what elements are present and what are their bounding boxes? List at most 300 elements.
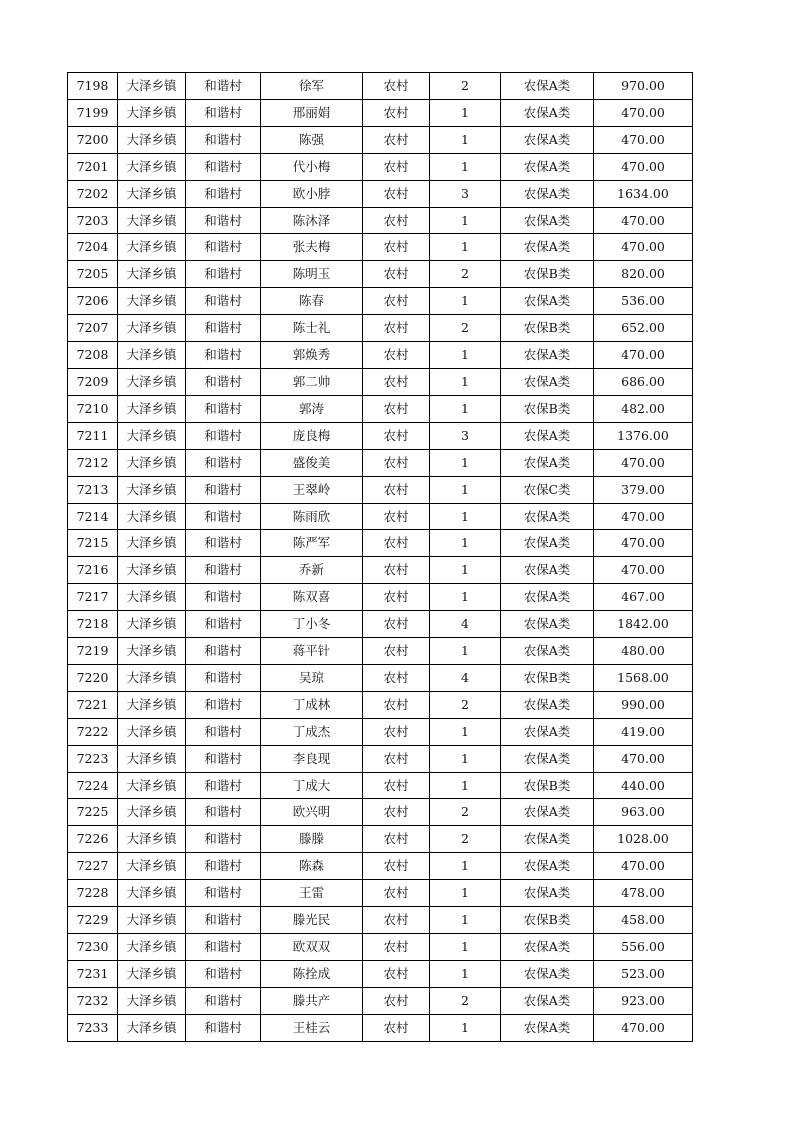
person-count-cell: 1 <box>430 395 501 422</box>
household-type-cell: 农村 <box>363 530 430 557</box>
name-cell: 陈明玉 <box>261 261 363 288</box>
table-row <box>68 934 693 961</box>
amount-cell: 470.00 <box>594 557 693 584</box>
name-cell: 欧小脖 <box>261 180 363 207</box>
category-cell: 农保B类 <box>501 315 594 342</box>
table-row <box>68 772 693 799</box>
town-cell: 大泽乡镇 <box>118 799 186 826</box>
name-cell: 欧双双 <box>261 934 363 961</box>
row-id-cell: 7232 <box>68 987 118 1014</box>
town-cell: 大泽乡镇 <box>118 99 186 126</box>
household-type-cell: 农村 <box>363 557 430 584</box>
name-cell: 陈森 <box>261 853 363 880</box>
category-cell: 农保A类 <box>501 584 594 611</box>
name-cell: 欧兴明 <box>261 799 363 826</box>
person-count-cell: 1 <box>430 234 501 261</box>
household-type-cell: 农村 <box>363 73 430 100</box>
village-cell: 和谐村 <box>186 126 261 153</box>
category-cell: 农保A类 <box>501 987 594 1014</box>
amount-cell: 556.00 <box>594 934 693 961</box>
category-cell: 农保A类 <box>501 880 594 907</box>
table-row <box>68 1014 693 1041</box>
household-type-cell: 农村 <box>363 611 430 638</box>
person-count-cell: 1 <box>430 126 501 153</box>
town-cell: 大泽乡镇 <box>118 1014 186 1041</box>
village-cell: 和谐村 <box>186 934 261 961</box>
name-cell: 王桂云 <box>261 1014 363 1041</box>
household-type-cell: 农村 <box>363 826 430 853</box>
town-cell: 大泽乡镇 <box>118 853 186 880</box>
town-cell: 大泽乡镇 <box>118 315 186 342</box>
household-type-cell: 农村 <box>363 342 430 369</box>
table-row <box>68 449 693 476</box>
village-cell: 和谐村 <box>186 180 261 207</box>
village-cell: 和谐村 <box>186 638 261 665</box>
category-cell: 农保A类 <box>501 153 594 180</box>
table-row <box>68 261 693 288</box>
person-count-cell: 1 <box>430 960 501 987</box>
town-cell: 大泽乡镇 <box>118 584 186 611</box>
table-row <box>68 153 693 180</box>
person-count-cell: 1 <box>430 530 501 557</box>
person-count-cell: 1 <box>430 745 501 772</box>
category-cell: 农保A类 <box>501 530 594 557</box>
person-count-cell: 2 <box>430 987 501 1014</box>
row-id-cell: 7228 <box>68 880 118 907</box>
amount-cell: 470.00 <box>594 234 693 261</box>
household-type-cell: 农村 <box>363 503 430 530</box>
amount-cell: 990.00 <box>594 691 693 718</box>
household-type-cell: 农村 <box>363 907 430 934</box>
town-cell: 大泽乡镇 <box>118 934 186 961</box>
amount-cell: 440.00 <box>594 772 693 799</box>
table-row <box>68 557 693 584</box>
row-id-cell: 7211 <box>68 422 118 449</box>
row-id-cell: 7231 <box>68 960 118 987</box>
table-row <box>68 503 693 530</box>
amount-cell: 652.00 <box>594 315 693 342</box>
person-count-cell: 1 <box>430 99 501 126</box>
category-cell: 农保A类 <box>501 422 594 449</box>
person-count-cell: 1 <box>430 718 501 745</box>
row-id-cell: 7200 <box>68 126 118 153</box>
table-row <box>68 234 693 261</box>
household-type-cell: 农村 <box>363 315 430 342</box>
name-cell: 陈士礼 <box>261 315 363 342</box>
person-count-cell: 1 <box>430 503 501 530</box>
table-row <box>68 530 693 557</box>
village-cell: 和谐村 <box>186 799 261 826</box>
name-cell: 吴琼 <box>261 664 363 691</box>
name-cell: 滕光民 <box>261 907 363 934</box>
village-cell: 和谐村 <box>186 987 261 1014</box>
category-cell: 农保C类 <box>501 476 594 503</box>
person-count-cell: 1 <box>430 476 501 503</box>
town-cell: 大泽乡镇 <box>118 530 186 557</box>
village-cell: 和谐村 <box>186 99 261 126</box>
person-count-cell: 1 <box>430 638 501 665</box>
household-type-cell: 农村 <box>363 126 430 153</box>
household-type-cell: 农村 <box>363 99 430 126</box>
amount-cell: 970.00 <box>594 73 693 100</box>
amount-cell: 963.00 <box>594 799 693 826</box>
household-type-cell: 农村 <box>363 180 430 207</box>
name-cell: 郭焕秀 <box>261 342 363 369</box>
name-cell: 王翠岭 <box>261 476 363 503</box>
town-cell: 大泽乡镇 <box>118 261 186 288</box>
row-id-cell: 7222 <box>68 718 118 745</box>
household-type-cell: 农村 <box>363 234 430 261</box>
village-cell: 和谐村 <box>186 584 261 611</box>
table-row <box>68 826 693 853</box>
household-type-cell: 农村 <box>363 745 430 772</box>
name-cell: 乔新 <box>261 557 363 584</box>
town-cell: 大泽乡镇 <box>118 73 186 100</box>
amount-cell: 470.00 <box>594 530 693 557</box>
category-cell: 农保B类 <box>501 907 594 934</box>
table-row <box>68 207 693 234</box>
row-id-cell: 7216 <box>68 557 118 584</box>
row-id-cell: 7221 <box>68 691 118 718</box>
category-cell: 农保B类 <box>501 395 594 422</box>
household-type-cell: 农村 <box>363 422 430 449</box>
town-cell: 大泽乡镇 <box>118 234 186 261</box>
person-count-cell: 1 <box>430 342 501 369</box>
row-id-cell: 7229 <box>68 907 118 934</box>
row-id-cell: 7220 <box>68 664 118 691</box>
person-count-cell: 3 <box>430 422 501 449</box>
amount-cell: 923.00 <box>594 987 693 1014</box>
person-count-cell: 1 <box>430 584 501 611</box>
village-cell: 和谐村 <box>186 853 261 880</box>
name-cell: 郭涛 <box>261 395 363 422</box>
table-row <box>68 960 693 987</box>
category-cell: 农保A类 <box>501 449 594 476</box>
category-cell: 农保A类 <box>501 126 594 153</box>
town-cell: 大泽乡镇 <box>118 826 186 853</box>
row-id-cell: 7230 <box>68 934 118 961</box>
household-type-cell: 农村 <box>363 207 430 234</box>
household-type-cell: 农村 <box>363 638 430 665</box>
name-cell: 丁小冬 <box>261 611 363 638</box>
village-cell: 和谐村 <box>186 772 261 799</box>
town-cell: 大泽乡镇 <box>118 422 186 449</box>
town-cell: 大泽乡镇 <box>118 395 186 422</box>
town-cell: 大泽乡镇 <box>118 745 186 772</box>
row-id-cell: 7198 <box>68 73 118 100</box>
village-cell: 和谐村 <box>186 718 261 745</box>
village-cell: 和谐村 <box>186 907 261 934</box>
name-cell: 陈沐泽 <box>261 207 363 234</box>
amount-cell: 379.00 <box>594 476 693 503</box>
town-cell: 大泽乡镇 <box>118 126 186 153</box>
category-cell: 农保A类 <box>501 853 594 880</box>
village-cell: 和谐村 <box>186 664 261 691</box>
name-cell: 陈拴成 <box>261 960 363 987</box>
category-cell: 农保B类 <box>501 772 594 799</box>
amount-cell: 470.00 <box>594 503 693 530</box>
table-row <box>68 126 693 153</box>
amount-cell: 467.00 <box>594 584 693 611</box>
household-type-cell: 农村 <box>363 288 430 315</box>
category-cell: 农保A类 <box>501 691 594 718</box>
amount-cell: 536.00 <box>594 288 693 315</box>
town-cell: 大泽乡镇 <box>118 288 186 315</box>
amount-cell: 523.00 <box>594 960 693 987</box>
amount-cell: 1634.00 <box>594 180 693 207</box>
table-row <box>68 73 693 100</box>
person-count-cell: 1 <box>430 1014 501 1041</box>
person-count-cell: 1 <box>430 853 501 880</box>
roster-table <box>67 72 693 1042</box>
household-type-cell: 农村 <box>363 368 430 395</box>
row-id-cell: 7223 <box>68 745 118 772</box>
name-cell: 代小梅 <box>261 153 363 180</box>
amount-cell: 478.00 <box>594 880 693 907</box>
household-type-cell: 农村 <box>363 664 430 691</box>
town-cell: 大泽乡镇 <box>118 691 186 718</box>
town-cell: 大泽乡镇 <box>118 503 186 530</box>
amount-cell: 470.00 <box>594 153 693 180</box>
village-cell: 和谐村 <box>186 880 261 907</box>
table-row <box>68 422 693 449</box>
row-id-cell: 7213 <box>68 476 118 503</box>
person-count-cell: 1 <box>430 880 501 907</box>
amount-cell: 1376.00 <box>594 422 693 449</box>
row-id-cell: 7210 <box>68 395 118 422</box>
table-row <box>68 315 693 342</box>
household-type-cell: 农村 <box>363 987 430 1014</box>
village-cell: 和谐村 <box>186 153 261 180</box>
row-id-cell: 7224 <box>68 772 118 799</box>
household-type-cell: 农村 <box>363 395 430 422</box>
person-count-cell: 3 <box>430 180 501 207</box>
table-row <box>68 718 693 745</box>
village-cell: 和谐村 <box>186 691 261 718</box>
village-cell: 和谐村 <box>186 530 261 557</box>
household-type-cell: 农村 <box>363 772 430 799</box>
table-row <box>68 907 693 934</box>
person-count-cell: 1 <box>430 207 501 234</box>
name-cell: 庞良梅 <box>261 422 363 449</box>
household-type-cell: 农村 <box>363 880 430 907</box>
person-count-cell: 4 <box>430 664 501 691</box>
category-cell: 农保A类 <box>501 99 594 126</box>
amount-cell: 1568.00 <box>594 664 693 691</box>
name-cell: 郭二帅 <box>261 368 363 395</box>
town-cell: 大泽乡镇 <box>118 960 186 987</box>
table-row <box>68 395 693 422</box>
town-cell: 大泽乡镇 <box>118 718 186 745</box>
row-id-cell: 7206 <box>68 288 118 315</box>
category-cell: 农保A类 <box>501 799 594 826</box>
row-id-cell: 7233 <box>68 1014 118 1041</box>
category-cell: 农保A类 <box>501 1014 594 1041</box>
category-cell: 农保A类 <box>501 557 594 584</box>
village-cell: 和谐村 <box>186 476 261 503</box>
household-type-cell: 农村 <box>363 718 430 745</box>
row-id-cell: 7227 <box>68 853 118 880</box>
person-count-cell: 2 <box>430 826 501 853</box>
village-cell: 和谐村 <box>186 234 261 261</box>
category-cell: 农保A类 <box>501 638 594 665</box>
person-count-cell: 2 <box>430 691 501 718</box>
category-cell: 农保A类 <box>501 745 594 772</box>
category-cell: 农保A类 <box>501 180 594 207</box>
name-cell: 张夫梅 <box>261 234 363 261</box>
row-id-cell: 7219 <box>68 638 118 665</box>
name-cell: 陈严军 <box>261 530 363 557</box>
town-cell: 大泽乡镇 <box>118 342 186 369</box>
category-cell: 农保A类 <box>501 73 594 100</box>
table-row <box>68 476 693 503</box>
table-row <box>68 611 693 638</box>
table-row <box>68 584 693 611</box>
amount-cell: 686.00 <box>594 368 693 395</box>
row-id-cell: 7201 <box>68 153 118 180</box>
village-cell: 和谐村 <box>186 261 261 288</box>
amount-cell: 470.00 <box>594 449 693 476</box>
name-cell: 王雷 <box>261 880 363 907</box>
category-cell: 农保A类 <box>501 503 594 530</box>
village-cell: 和谐村 <box>186 826 261 853</box>
name-cell: 蒋平针 <box>261 638 363 665</box>
town-cell: 大泽乡镇 <box>118 153 186 180</box>
amount-cell: 470.00 <box>594 207 693 234</box>
person-count-cell: 1 <box>430 772 501 799</box>
amount-cell: 820.00 <box>594 261 693 288</box>
household-type-cell: 农村 <box>363 1014 430 1041</box>
table-row <box>68 745 693 772</box>
town-cell: 大泽乡镇 <box>118 880 186 907</box>
person-count-cell: 1 <box>430 934 501 961</box>
row-id-cell: 7225 <box>68 799 118 826</box>
village-cell: 和谐村 <box>186 288 261 315</box>
village-cell: 和谐村 <box>186 207 261 234</box>
name-cell: 盛俊美 <box>261 449 363 476</box>
village-cell: 和谐村 <box>186 422 261 449</box>
category-cell: 农保A类 <box>501 288 594 315</box>
town-cell: 大泽乡镇 <box>118 207 186 234</box>
person-count-cell: 1 <box>430 288 501 315</box>
category-cell: 农保B类 <box>501 664 594 691</box>
category-cell: 农保A类 <box>501 718 594 745</box>
amount-cell: 482.00 <box>594 395 693 422</box>
household-type-cell: 农村 <box>363 153 430 180</box>
amount-cell: 458.00 <box>594 907 693 934</box>
town-cell: 大泽乡镇 <box>118 638 186 665</box>
amount-cell: 470.00 <box>594 745 693 772</box>
person-count-cell: 2 <box>430 315 501 342</box>
village-cell: 和谐村 <box>186 342 261 369</box>
town-cell: 大泽乡镇 <box>118 476 186 503</box>
amount-cell: 470.00 <box>594 1014 693 1041</box>
person-count-cell: 1 <box>430 368 501 395</box>
village-cell: 和谐村 <box>186 557 261 584</box>
village-cell: 和谐村 <box>186 449 261 476</box>
name-cell: 滕滕 <box>261 826 363 853</box>
row-id-cell: 7199 <box>68 99 118 126</box>
table-row <box>68 691 693 718</box>
category-cell: 农保B类 <box>501 261 594 288</box>
name-cell: 陈雨欣 <box>261 503 363 530</box>
village-cell: 和谐村 <box>186 1014 261 1041</box>
table-row <box>68 99 693 126</box>
village-cell: 和谐村 <box>186 315 261 342</box>
row-id-cell: 7212 <box>68 449 118 476</box>
amount-cell: 470.00 <box>594 126 693 153</box>
category-cell: 农保A类 <box>501 342 594 369</box>
row-id-cell: 7214 <box>68 503 118 530</box>
town-cell: 大泽乡镇 <box>118 449 186 476</box>
village-cell: 和谐村 <box>186 745 261 772</box>
amount-cell: 470.00 <box>594 342 693 369</box>
table-row <box>68 180 693 207</box>
row-id-cell: 7205 <box>68 261 118 288</box>
town-cell: 大泽乡镇 <box>118 664 186 691</box>
household-type-cell: 农村 <box>363 476 430 503</box>
row-id-cell: 7208 <box>68 342 118 369</box>
category-cell: 农保A类 <box>501 234 594 261</box>
row-id-cell: 7215 <box>68 530 118 557</box>
table-row <box>68 288 693 315</box>
village-cell: 和谐村 <box>186 503 261 530</box>
table-row <box>68 987 693 1014</box>
amount-cell: 470.00 <box>594 99 693 126</box>
name-cell: 邢丽娟 <box>261 99 363 126</box>
table-row <box>68 638 693 665</box>
village-cell: 和谐村 <box>186 960 261 987</box>
village-cell: 和谐村 <box>186 73 261 100</box>
name-cell: 李良现 <box>261 745 363 772</box>
amount-cell: 419.00 <box>594 718 693 745</box>
person-count-cell: 2 <box>430 261 501 288</box>
household-type-cell: 农村 <box>363 584 430 611</box>
name-cell: 陈双喜 <box>261 584 363 611</box>
household-type-cell: 农村 <box>363 853 430 880</box>
name-cell: 徐军 <box>261 73 363 100</box>
person-count-cell: 2 <box>430 73 501 100</box>
category-cell: 农保A类 <box>501 826 594 853</box>
name-cell: 丁成大 <box>261 772 363 799</box>
row-id-cell: 7202 <box>68 180 118 207</box>
table-row <box>68 342 693 369</box>
household-type-cell: 农村 <box>363 691 430 718</box>
category-cell: 农保A类 <box>501 934 594 961</box>
village-cell: 和谐村 <box>186 395 261 422</box>
town-cell: 大泽乡镇 <box>118 772 186 799</box>
person-count-cell: 1 <box>430 449 501 476</box>
category-cell: 农保A类 <box>501 368 594 395</box>
town-cell: 大泽乡镇 <box>118 180 186 207</box>
name-cell: 陈强 <box>261 126 363 153</box>
village-cell: 和谐村 <box>186 611 261 638</box>
amount-cell: 470.00 <box>594 853 693 880</box>
row-id-cell: 7203 <box>68 207 118 234</box>
amount-cell: 480.00 <box>594 638 693 665</box>
table-row <box>68 664 693 691</box>
name-cell: 滕共产 <box>261 987 363 1014</box>
person-count-cell: 2 <box>430 799 501 826</box>
row-id-cell: 7207 <box>68 315 118 342</box>
town-cell: 大泽乡镇 <box>118 557 186 584</box>
household-type-cell: 农村 <box>363 261 430 288</box>
table-body <box>68 73 693 1042</box>
name-cell: 丁成杰 <box>261 718 363 745</box>
town-cell: 大泽乡镇 <box>118 987 186 1014</box>
town-cell: 大泽乡镇 <box>118 611 186 638</box>
village-cell: 和谐村 <box>186 368 261 395</box>
